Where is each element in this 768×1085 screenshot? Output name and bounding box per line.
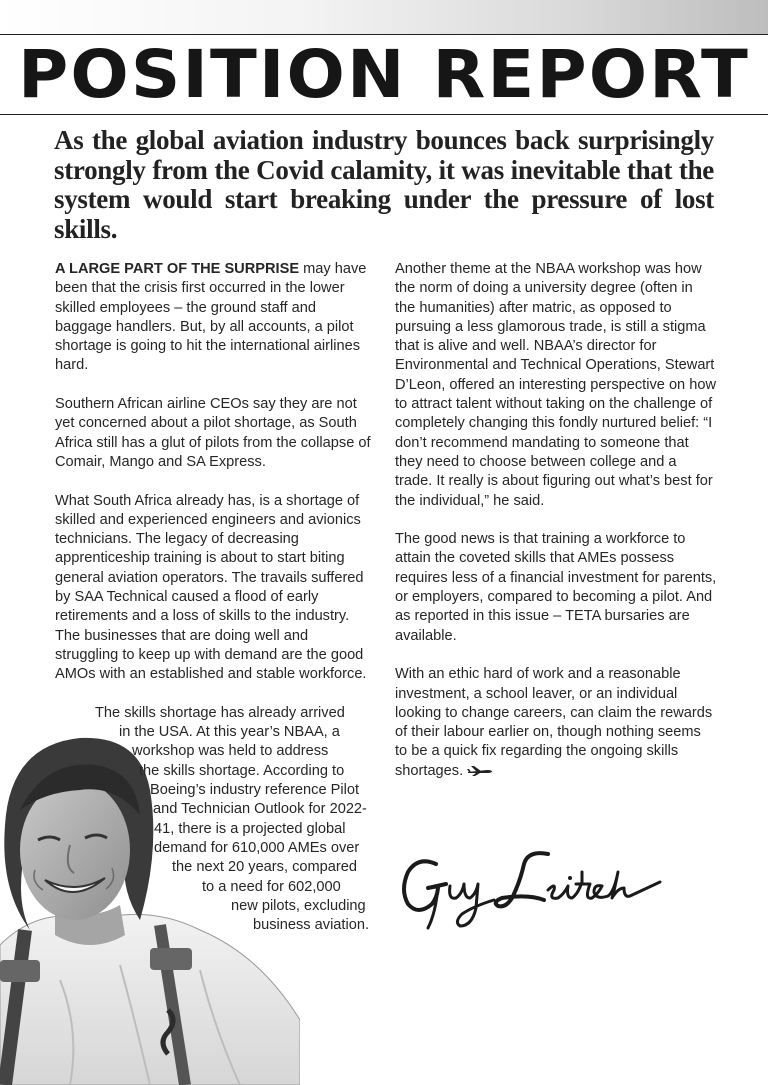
page-title: POSITION REPORT: [18, 36, 750, 113]
wrapped-line: 41, there is a projected global: [154, 820, 346, 837]
airplane-icon: [467, 765, 493, 777]
header-bottom-rule: [0, 114, 768, 115]
paragraph: Another theme at the NBAA workshop was how the norm of doing a university degree (often in the humanities) after matric, as opposed to pursuing a less glamorous trade, is still a stigma that is alive and well. NBAA’s director for Environmental and Technical Operations, Stewart D’Leon, offered an interesting perspective on how to attract talent without taking on the challenge of completely changing this fondly nurtured belief: “I don’t recommend mandating to someone that they need to choose between college and a trade. It really is about figuring out what’s best for the individual,” he said.: [395, 261, 716, 509]
wrapped-paragraph: [55, 704, 373, 936]
wrapped-line: workshop was held to address: [132, 743, 329, 760]
wrapped-line: in the USA. At this year’s NBAA, a: [119, 724, 340, 741]
header-gradient-band: [0, 0, 768, 34]
wrapped-line: and Technician Outlook for 2022-: [153, 801, 367, 818]
wrapped-line: demand for 610,000 AMEs over: [154, 839, 360, 856]
wrapped-line: Boeing’s industry reference Pilot: [150, 782, 360, 799]
wrapped-line: business aviation.: [253, 917, 370, 934]
paragraph-text: With an ethic hard of work and a reasonable investment, a school leaver, or an individual looking to change careers, can claim the rewards of their labour earlier on, though nothing seems to be a quick fix regarding the ongoing skills shortages.: [395, 666, 713, 779]
wrapped-line: the skills shortage. According to: [139, 762, 345, 779]
wrapped-line: to a need for 602,000: [202, 878, 341, 895]
paragraph-text: may have been that the crisis first occurred in the lower skilled employees – the ground staff and baggage handlers. But, by all accounts, a pilot shortage is going to hit the international airlines hard.: [55, 261, 367, 374]
paragraph: Southern African airline CEOs say they are not yet concerned about a pilot shortage, as South Africa still has a glut of pilots from the collapse of Comair, Mango and SA Express.: [55, 396, 371, 470]
article-left-column: [55, 260, 373, 935]
signature: [398, 842, 668, 932]
paragraph: What South Africa already has, is a shortage of skilled and experienced engineers and avionics technicians. The legacy of decreasing apprenticeship training is about to start biting general aviation operators. The travails suffered by SAA Technical caused a flood of early retirements and a loss of skills to the industry. The businesses that are doing well and struggling to keep up with demand are the good AMOs with an established and stable workforce.: [55, 492, 367, 683]
wrapped-line: The skills shortage has already arrived: [95, 704, 345, 721]
article-right-column: [395, 260, 717, 800]
paragraph: [395, 665, 717, 781]
wrapped-line: the next 20 years, compared: [172, 859, 357, 876]
wrapped-line: new pilots, excluding: [231, 897, 366, 914]
paragraph: The good news is that training a workforce to attain the coveted skills that AMEs possess requires less of a financial investment for parents, or employers, compared to becoming a pilot. And as reported in this issue – TETA bursaries are available.: [395, 531, 717, 644]
lead-in: A LARGE PART OF THE SURPRISE: [55, 261, 300, 277]
header-top-rule: [0, 34, 768, 35]
standfirst: As the global aviation industry bounces back surprisingly strongly from the Covid calamity, it was inevitable that the system would start breaking under the pressure of lost skills.: [54, 125, 714, 244]
paragraph: [55, 260, 373, 376]
